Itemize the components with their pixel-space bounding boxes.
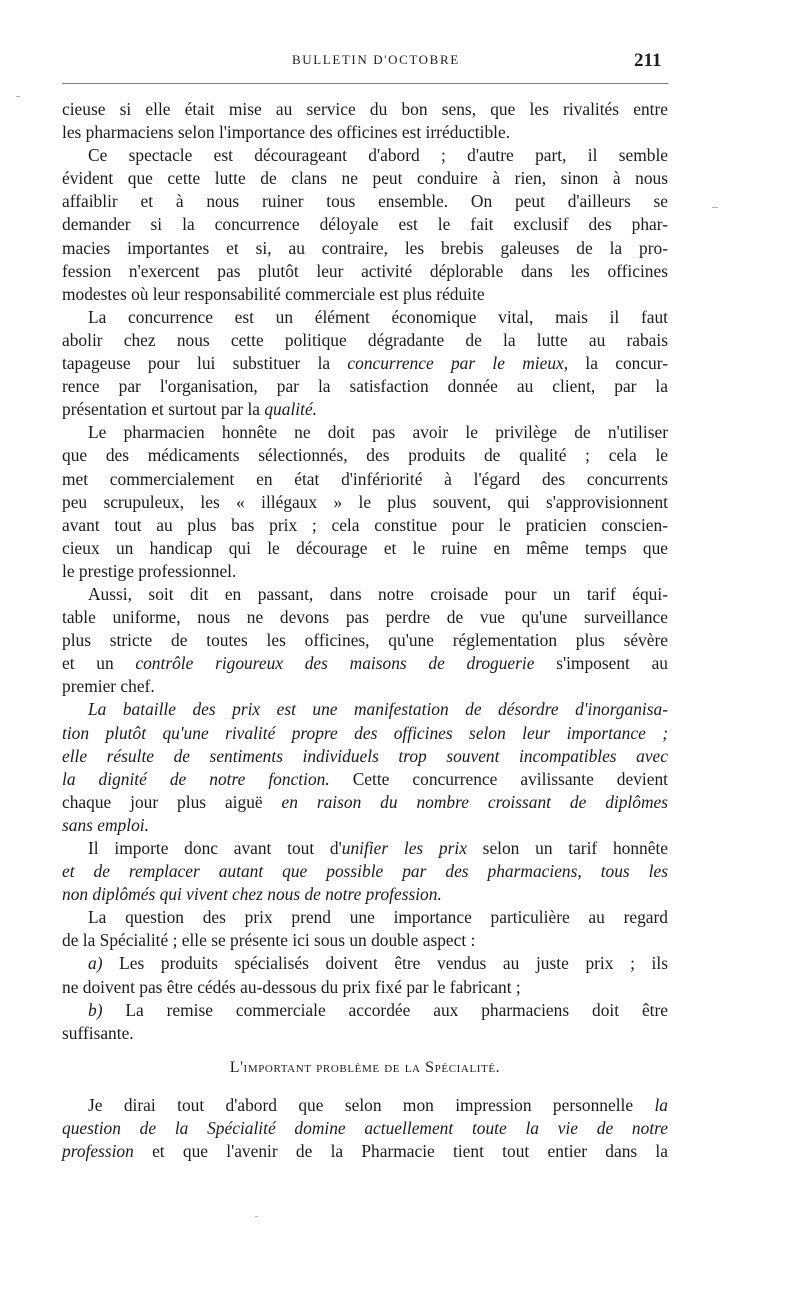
text-line [62, 698, 668, 721]
text-run: selon un tarif honnête [466, 838, 668, 858]
text-line [62, 883, 668, 906]
text-run: Les produits spécialisés doivent être vendus au juste prix ; ils [102, 953, 668, 974]
emphasis: la [654, 1094, 668, 1115]
text-run: s'imposent au [534, 653, 668, 674]
text-line [62, 814, 668, 837]
text-line: premier chef. [62, 676, 155, 697]
text-line: La question des prix prend une importance particulière au regard [88, 907, 668, 928]
spacer [62, 1045, 668, 1056]
text-run: et que l'avenir de la Pharmacie tient tout entier dans la [133, 1141, 668, 1162]
text-line: peu scrupuleux, les « illégaux » le plus souvent, qui s'approvisionnent [62, 491, 668, 512]
text-line: de la Spécialité ; elle se présente ici sous un double aspect : [62, 930, 476, 951]
text-line: affaiblir et à nous ruiner tous ensemble. On peut d'ailleurs se [62, 191, 668, 212]
text-run: Cette concurrence avilissante devient [329, 768, 668, 789]
text-line: table uniforme, nous ne devons pas perdre de vue qu'une surveillance [62, 607, 668, 628]
text-line: suffisante. [62, 1022, 134, 1043]
emphasis: qualité. [264, 399, 318, 420]
emphasis: concurrence par le mieux, [347, 353, 569, 374]
scan-speck [712, 207, 718, 208]
text-line [62, 398, 668, 421]
scan-speck [255, 1216, 258, 1217]
section-heading: L'important problème de la Spécialité. [229, 1058, 501, 1076]
text-line [62, 1094, 668, 1117]
body-text [62, 98, 668, 1163]
header-rule [62, 83, 668, 84]
text-line: ne doivent pas être cédés au-dessous du prix fixé par le fabricant ; [62, 976, 521, 997]
text-line [62, 1140, 668, 1163]
text-line: évident que cette lutte de clans ne peut conduire à rien, sinon à nous [62, 168, 668, 189]
text-line [62, 352, 668, 375]
text-run: tapageuse pour lui substituer la [62, 353, 348, 374]
emphasis: et de remplacer autant que possible par des pharmaciens, tous les [62, 861, 668, 882]
text-line [62, 860, 668, 883]
emphasis: non diplômés qui vivent chez nous de notre profession. [62, 884, 442, 905]
spacer [62, 1079, 668, 1094]
text-line: cieuse si elle était mise au service du bon sens, que les rivalités entre [62, 99, 668, 119]
text-line: abolir chez nous cette politique dégradante de la lutte au rabais [62, 329, 668, 350]
text-line: macies importantes et si, au contraire, les brebis galeuses de la pro- [62, 237, 668, 258]
text-line [62, 768, 668, 791]
text-line: demander si la concurrence déloyale est le fait exclusif des phar- [62, 214, 668, 235]
list-marker: a) [88, 953, 103, 974]
emphasis: la dignité de notre fonction. [62, 768, 330, 789]
emphasis: contrôle rigoureux des maisons de droguerie [135, 653, 535, 674]
page-number: 211 [634, 50, 662, 71]
text-run: présentation et surtout par la [62, 399, 265, 420]
text-line [62, 722, 668, 745]
running-title: BULLETIN D'OCTOBRE [292, 52, 460, 67]
text-line: rence par l'organisation, par la satisfaction donnée au client, par la [62, 376, 668, 397]
text-line: avant tout au plus bas prix ; cela constitue pour le praticien conscien- [62, 514, 668, 535]
emphasis: question de la Spécialité domine actuellement toute la vie de notre [62, 1118, 668, 1139]
emphasis: unifier les prix [341, 838, 467, 858]
text-line: Aussi, soit dit en passant, dans notre croisade pour un tarif équi- [88, 583, 668, 604]
text-line [62, 1117, 668, 1140]
text-line [62, 999, 668, 1022]
text-run: La remise commerciale accordée aux pharmaciens doit être [102, 999, 668, 1020]
emphasis: elle résulte de sentiments individuels trop souvent incompatibles avec [62, 745, 668, 766]
text-line: plus stricte de toutes les officines, qu'une réglementation plus sévère [62, 630, 668, 651]
text-line [62, 791, 668, 814]
text-line: fession n'exercent pas plutôt leur activité déplorable dans les officines [62, 260, 668, 281]
text-line: que des médicaments sélectionnés, des produits de qualité ; cela le [62, 445, 668, 466]
emphasis: tion plutôt qu'une rivalité propre des officines selon leur importance ; [62, 722, 668, 743]
text-run: et un [62, 653, 136, 674]
text-line: Ce spectacle est décourageant d'abord ; d'autre part, il semble [88, 145, 668, 166]
text-line: modestes où leur responsabilité commerciale est plus réduite [62, 283, 485, 304]
emphasis: sans emploi. [62, 814, 149, 835]
emphasis: en raison du nombre croissant de diplômes [281, 791, 668, 812]
list-marker: b) [88, 999, 103, 1020]
text-line: le prestige professionnel. [62, 560, 237, 581]
text-line [62, 745, 668, 768]
text-line: cieux un handicap qui le décourage et le ruine en même temps que [62, 537, 668, 558]
text-line [62, 837, 668, 860]
text-run: Il importe donc avant tout d' [88, 838, 342, 858]
text-run: Je dirai tout d'abord que selon mon impression personnelle [88, 1094, 655, 1115]
text-run: chaque jour plus aiguë [62, 791, 282, 812]
text-run: la concur- [568, 353, 668, 374]
scan-speck [16, 96, 20, 97]
page-header [62, 50, 670, 76]
emphasis: La bataille des prix est une manifestation de désordre d'inorganisa- [88, 699, 668, 720]
text-line: La concurrence est un élément économique vital, mais il faut [88, 306, 668, 327]
text-line: les pharmaciens selon l'importance des officines est irréductible. [62, 122, 511, 143]
text-line [62, 652, 668, 675]
emphasis: profession [62, 1141, 134, 1162]
text-line: Le pharmacien honnête ne doit pas avoir le privilège de n'utiliser [88, 422, 668, 443]
text-line [62, 952, 668, 975]
text-line: met commercialement en état d'infériorité à l'égard des concurrents [62, 468, 668, 489]
